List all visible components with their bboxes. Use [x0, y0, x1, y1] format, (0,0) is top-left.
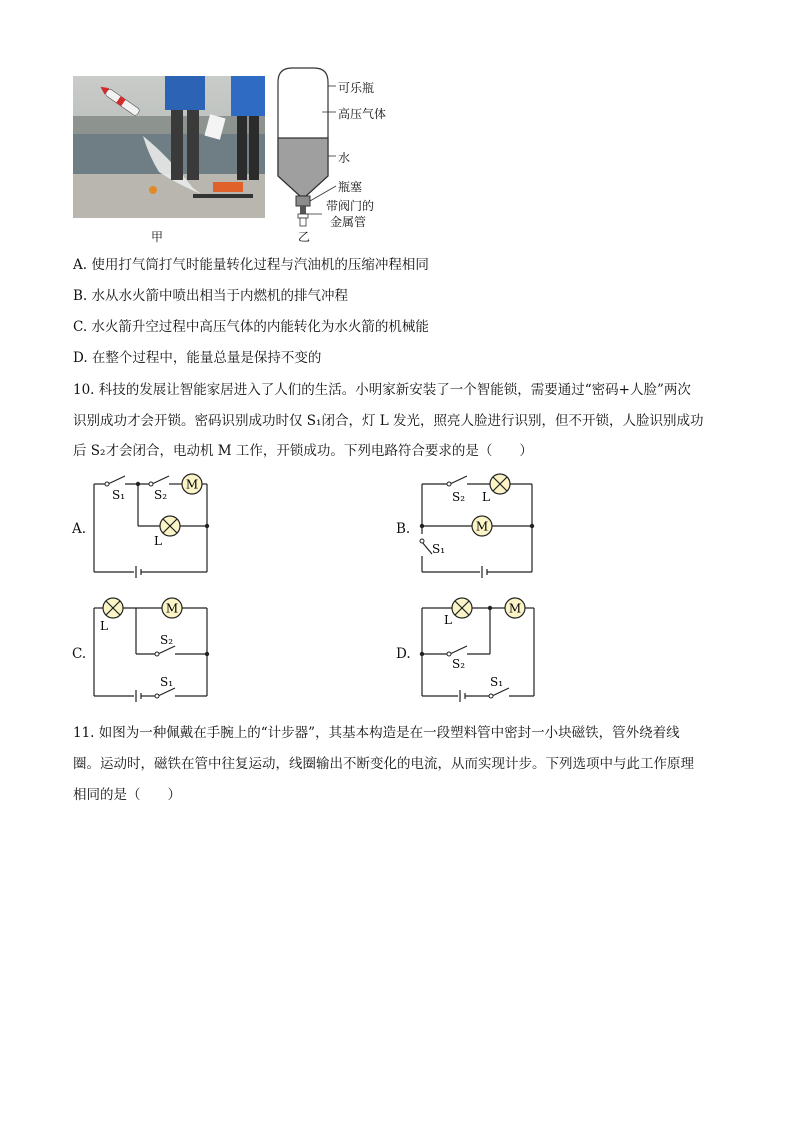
label-tube-line2: 金属管: [330, 215, 367, 229]
photo-caption: 甲: [151, 230, 164, 244]
motor-symbol: [162, 598, 182, 618]
q10-line1: 10. 科技的发展让智能家居进入了人们的生活。小明家新安装了一个智能锁，需要通过“密码+人脸”两次: [73, 382, 691, 398]
circuit-d: [400, 594, 550, 706]
label-gas: 高压气体: [338, 107, 387, 121]
svg-text:S₂: S₂: [452, 657, 466, 671]
svg-text:M: M: [475, 519, 489, 534]
label-water: 水: [338, 151, 351, 165]
lamp-symbol: [160, 516, 180, 536]
svg-text:S₂: S₂: [154, 488, 168, 502]
circuit-a: [70, 470, 220, 580]
svg-text:M: M: [185, 477, 199, 492]
svg-text:S₁: S₁: [490, 675, 504, 689]
circuit-d-label: D.: [396, 646, 411, 662]
q11-line3: 相同的是（ ）: [73, 787, 181, 803]
svg-text:S₂: S₂: [160, 633, 174, 647]
q9-option-a: A. 使用打气筒打气时能量转化过程与汽油机的压缩冲程相同: [73, 257, 429, 273]
lamp-symbol: [452, 598, 472, 618]
q10-line3: 后 S₂才会闭合，电动机 M 工作，开锁成功。下列电路符合要求的是（ ）: [73, 443, 533, 459]
svg-text:S₁: S₁: [112, 488, 126, 502]
svg-text:L: L: [100, 619, 108, 633]
circuit-c-label: C.: [72, 646, 87, 662]
svg-text:M: M: [165, 601, 179, 616]
label-bottle: 可乐瓶: [338, 81, 375, 95]
q9-option-d: D. 在整个过程中，能量总量是保持不变的: [73, 350, 322, 366]
svg-text:S₁: S₁: [432, 542, 446, 556]
motor-symbol: [472, 516, 492, 536]
svg-text:M: M: [508, 601, 522, 616]
circuit-a-label: A.: [72, 521, 87, 537]
svg-text:L: L: [154, 534, 162, 548]
diagram-caption: 乙: [298, 230, 311, 244]
q11-line2: 圈。运动时，磁铁在管中往复运动，线圈输出不断变化的电流，从而实现计步。下列选项中与此工作原理: [73, 756, 694, 772]
circuit-b-label: B.: [396, 521, 411, 537]
motor-symbol: [182, 474, 202, 494]
lamp-symbol: [490, 474, 510, 494]
water-rocket-photo: [73, 76, 265, 218]
svg-text:L: L: [482, 490, 490, 504]
circuit-b: [400, 470, 550, 580]
label-tube-line1: 带阀门的: [326, 199, 375, 213]
q11-line1: 11. 如图为一种佩戴在手腕上的“计步器”，其基本构造是在一段塑料管中密封一小块磁铁，管外绕着线: [73, 725, 680, 741]
svg-text:L: L: [444, 613, 452, 627]
lamp-symbol: [103, 598, 123, 618]
circuit-c: [70, 594, 220, 706]
svg-text:S₁: S₁: [160, 675, 174, 689]
label-stopper: 瓶塞: [338, 180, 363, 194]
q10-line2: 识别成功才会开锁。密码识别成功时仅 S₁闭合，灯 L 发光，照亮人脸进行识别，但不开锁，人脸识别成功: [73, 413, 704, 429]
q9-option-c: C. 水火箭升空过程中高压气体的内能转化为水火箭的机械能: [73, 319, 429, 335]
motor-symbol: [505, 598, 525, 618]
q9-option-b: B. 水从水火箭中喷出相当于内燃机的排气冲程: [73, 288, 349, 304]
svg-text:S₂: S₂: [452, 490, 466, 504]
